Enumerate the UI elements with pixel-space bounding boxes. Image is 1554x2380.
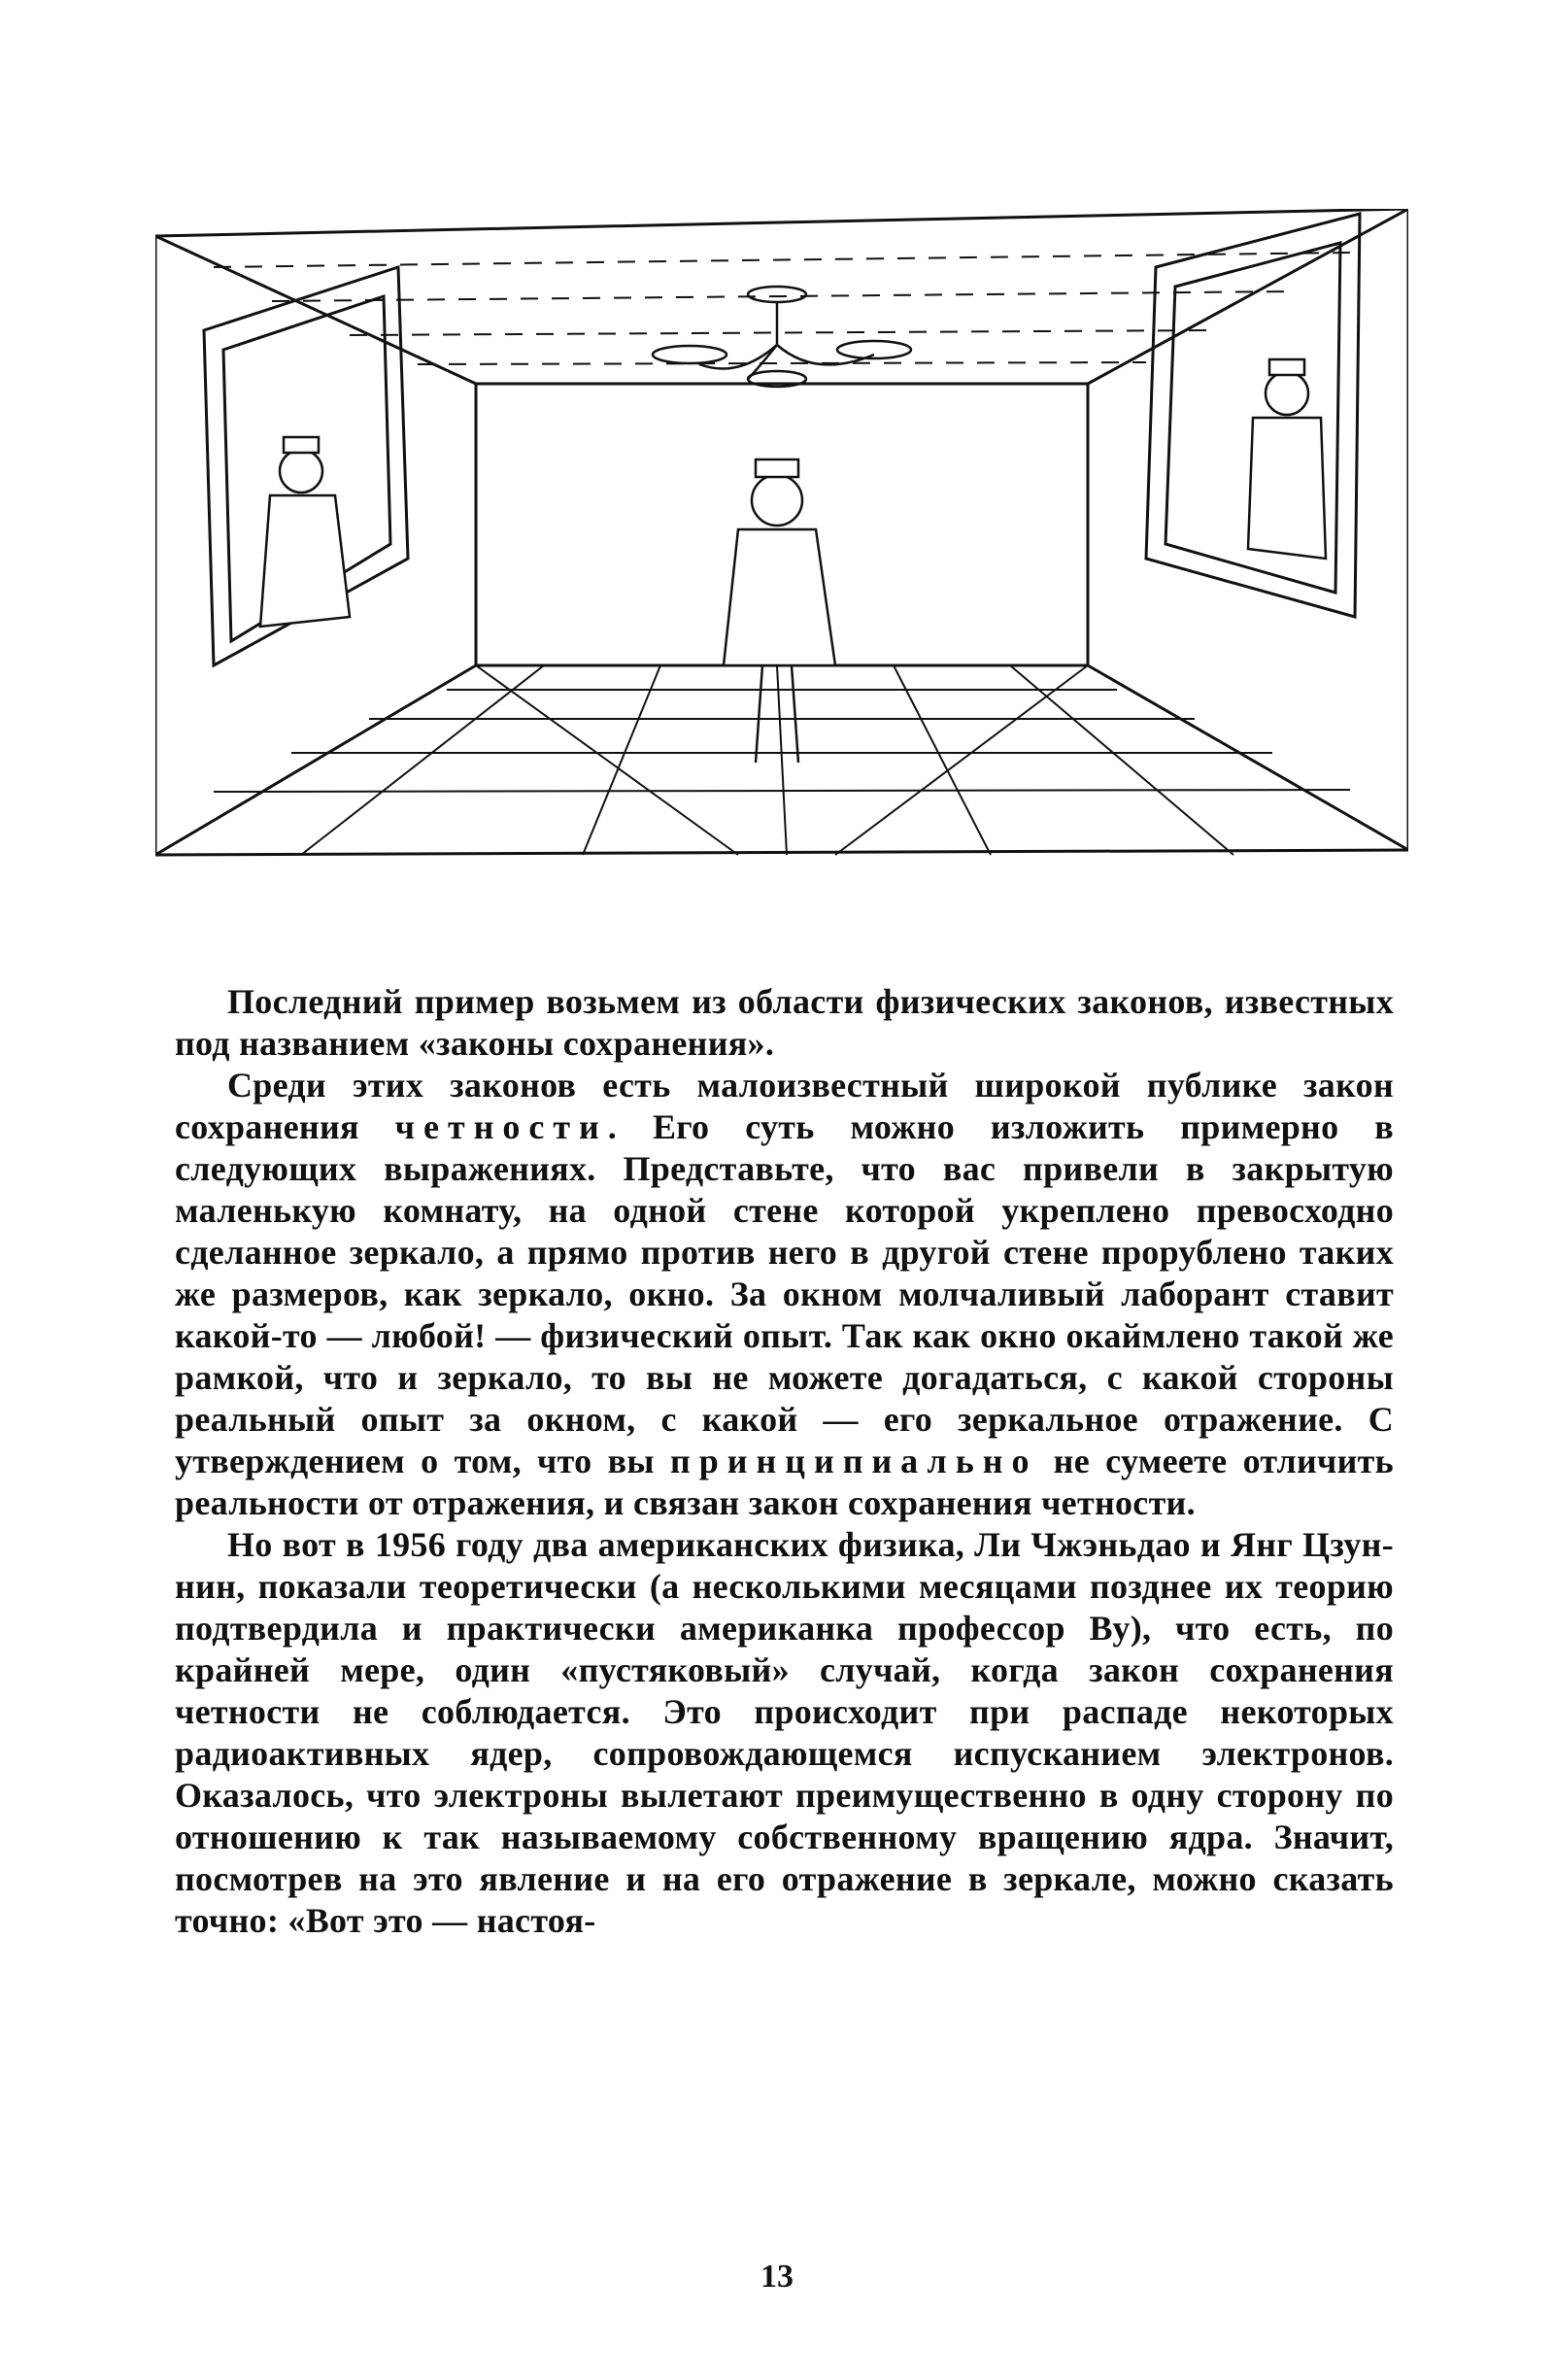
text-span: не сумеете отличить реальности от отражения, и связан закон сохранения четности.: [175, 1442, 1394, 1522]
body-text: [175, 981, 1394, 1942]
paragraph: [175, 1065, 1394, 1524]
paragraph: [175, 1524, 1394, 1942]
emphasized-word: четности: [394, 1107, 608, 1146]
page-number: 13: [760, 2259, 794, 2295]
mirror-room-drawing: [155, 209, 1408, 869]
text-span: Но вот в 1956 году два американских физика, Ли Чжэньдао и Янг Цзун-нин, показали теоретически (а несколькими месяцами позднее их теорию подтвердила и практически американка профессор Ву), что есть, по крайней мере, один «пустяковый» случай, когда закон сохранения четности не соблюдается. Это происходит при распаде некоторых радиоактивных ядер, сопровождающемся испусканием электронов. Оказалось, что электроны вылетают преимущественно в одну сторону по отношению к так называемому собственному вращению ядра. Значит, посмотрев на это явление и на его отражение в зеркале, можно сказать точно: «Вот это — настоя-: [175, 1525, 1394, 1940]
paragraph: [175, 981, 1394, 1065]
emphasized-word: принципиально: [669, 1442, 1038, 1480]
text-span: . Его суть можно изложить примерно в следующих выражениях. Представьте, что вас привели в закрытую маленькую комнату, на одной стене которой укреплено превосходно сделанное зеркало, а прямо против него в другой стене прорублено таких же размеров, как зеркало, окно. За окном молчаливый лаборант ставит какой-то — любой! — физический опыт. Так как окно окаймлено такой же рамкой, что и зеркало, то вы не можете догадаться, с какой стороны реальный опыт за окном, с какой — его зеркальное отражение. С утверждением о том, что вы: [175, 1107, 1394, 1480]
text-span: Среди этих законов есть малоизвестный широкой публике закон сохранения: [175, 1066, 1394, 1146]
text-span: Последний пример возьмем из области физических законов, известных под названием «законы сохранения».: [175, 982, 1394, 1063]
illustration-mirror-room: [155, 209, 1408, 869]
